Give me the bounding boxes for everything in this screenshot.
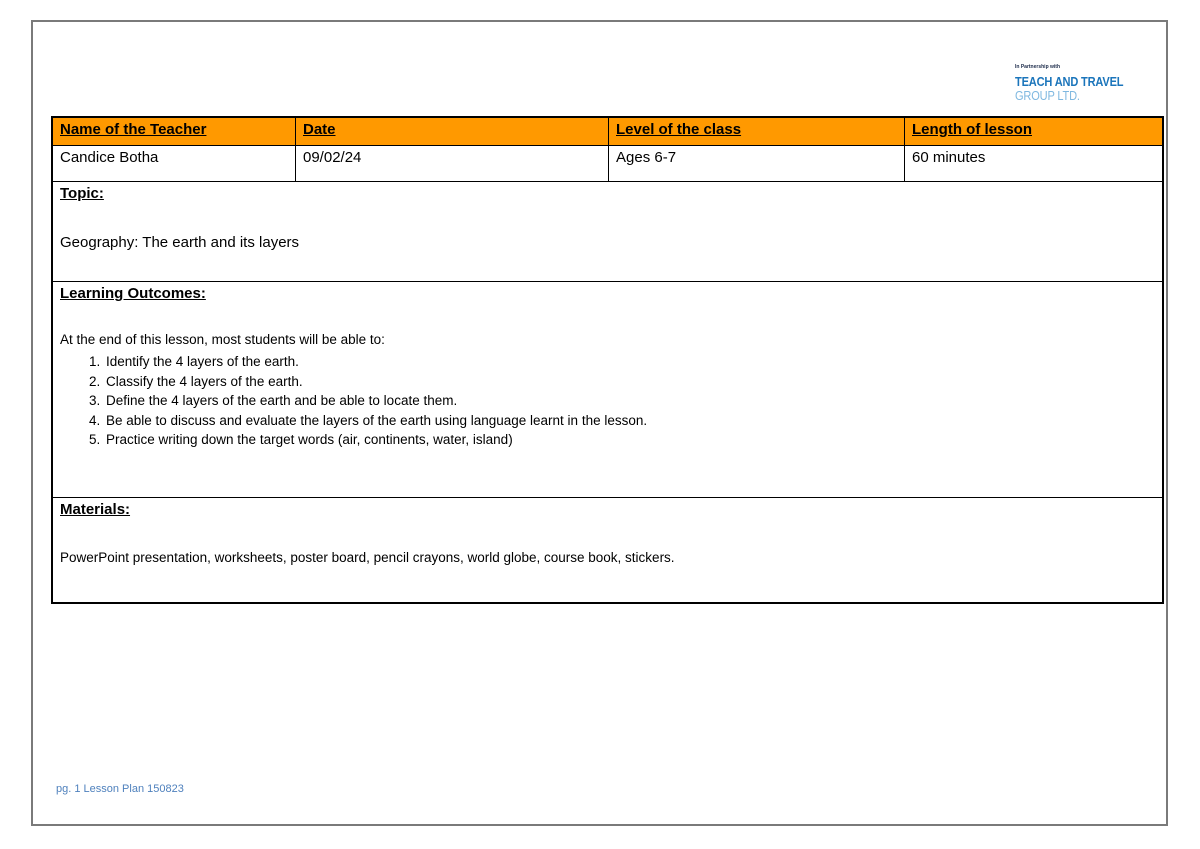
topic-heading: Topic: — [60, 185, 104, 202]
table-value-row — [53, 146, 1162, 182]
value-date: 09/02/24 — [296, 146, 609, 181]
lesson-plan-table — [51, 116, 1164, 604]
logo-line2: GROUP LTD. — [1015, 88, 1080, 103]
outcomes-list — [60, 352, 647, 450]
logo-partner-text: In Partnership with — [1015, 64, 1061, 70]
materials-section — [53, 498, 1162, 602]
learning-outcomes-section — [53, 282, 1162, 498]
teach-and-travel-logo — [1015, 64, 1145, 110]
page-footer: pg. 1 Lesson Plan 150823 — [56, 783, 184, 795]
outcomes-intro: At the end of this lesson, most students will be able to: — [60, 332, 385, 347]
header-date: Date — [296, 118, 609, 145]
list-item: 4. Be able to discuss and evaluate the layers of the earth using language learnt in the lesson. — [104, 411, 647, 431]
logo-line1: TEACH AND TRAVEL — [1015, 74, 1124, 89]
list-item: 5. Practice writing down the target words (air, continents, water, island) — [104, 430, 647, 450]
list-item: 2. Classify the 4 layers of the earth. — [104, 372, 647, 392]
list-item: 3. Define the 4 layers of the earth and be able to locate them. — [104, 391, 647, 411]
value-length: 60 minutes — [912, 149, 986, 166]
header-teacher: Name of the Teacher — [53, 118, 296, 145]
materials-text: PowerPoint presentation, worksheets, poster board, pencil crayons, world globe, course book, stickers. — [60, 550, 675, 565]
materials-heading: Materials: — [60, 501, 131, 518]
header-length: Length of lesson — [912, 121, 1032, 138]
table-header-row — [53, 118, 1162, 146]
topic-section — [53, 182, 1162, 282]
topic-text: Geography: The earth and its layers — [60, 234, 300, 251]
value-level: Ages 6-7 — [609, 146, 905, 181]
list-item: 1. Identify the 4 layers of the earth. — [104, 352, 647, 372]
header-level: Level of the class — [609, 118, 905, 145]
outcomes-heading: Learning Outcomes: — [60, 285, 206, 302]
value-teacher: Candice Botha — [53, 146, 296, 181]
